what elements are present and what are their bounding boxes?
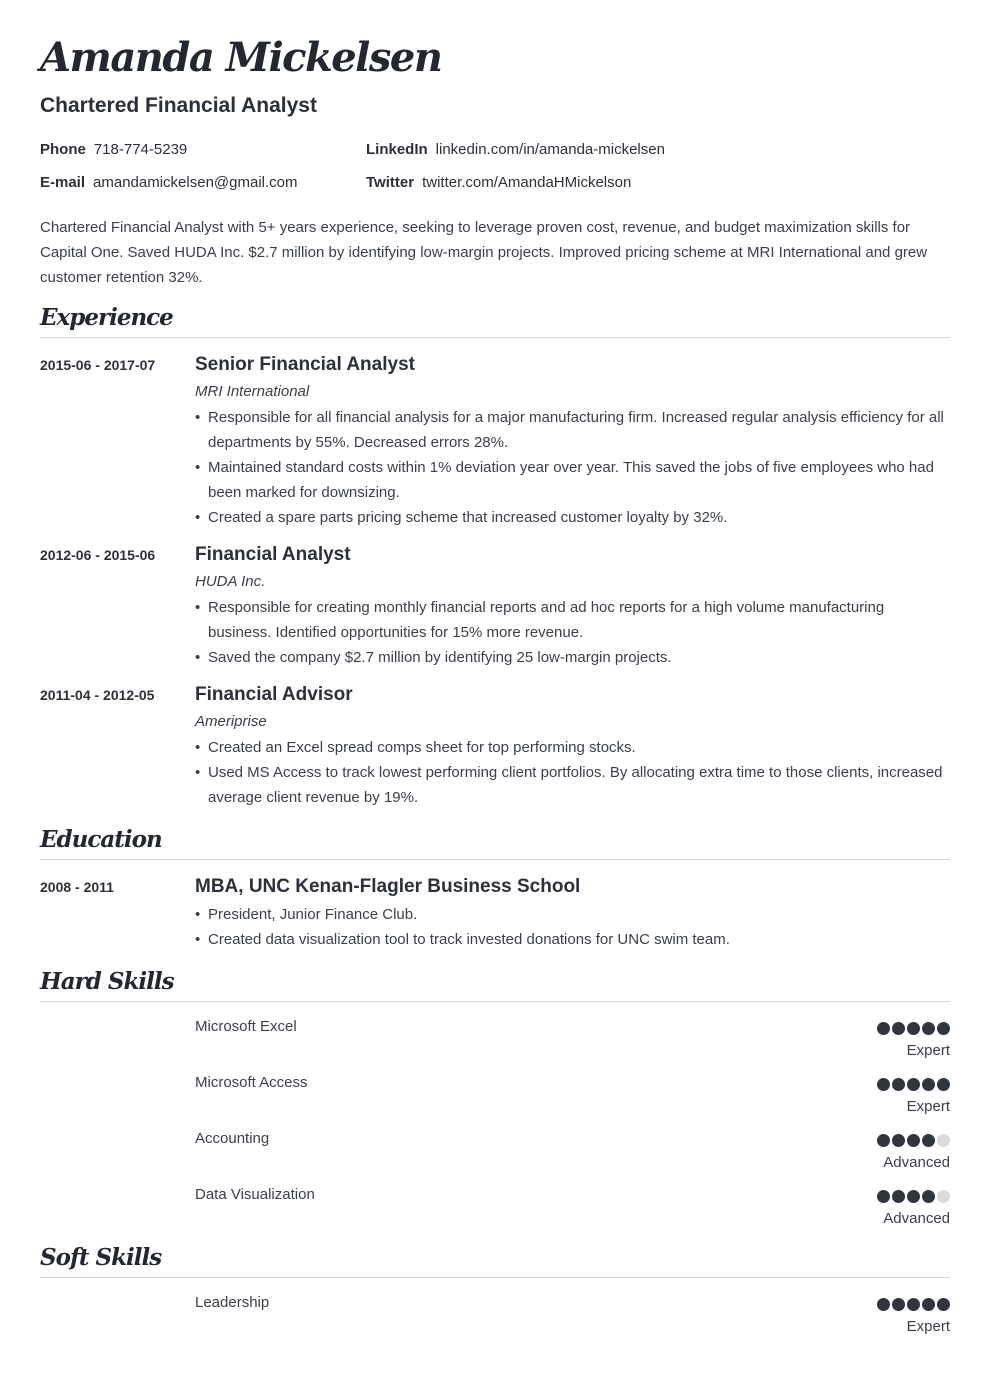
skill-level: Expert: [906, 1098, 950, 1115]
skill-name: Microsoft Access: [195, 1074, 308, 1091]
experience-role: Financial Analyst: [195, 544, 351, 565]
rating-dot-empty: [937, 1134, 950, 1147]
skill-rating: [877, 1022, 950, 1035]
rating-dot-filled: [907, 1190, 920, 1203]
skill-row: [195, 1074, 950, 1124]
hard-skills-heading-text: Hard Skills: [40, 968, 174, 995]
bullet-item: • Used MS Access to track lowest performing client portfolios. By allocating extra time to those clients, increased average client revenue by 19%.: [195, 760, 950, 810]
skill-row: [195, 1018, 950, 1068]
professional-summary: Chartered Financial Analyst with 5+ years experience, seeking to leverage proven cost, revenue, and budget maximization skills for Capital One. Saved HUDA Inc. $2.7 million by identifying low-margin projects. Improved pricing scheme at MRI International and grew customer retention 32%.: [40, 219, 928, 286]
rating-dot-filled: [892, 1022, 905, 1035]
candidate-title: Chartered Financial Analyst: [40, 94, 317, 117]
rating-dot-filled: [877, 1022, 890, 1035]
rating-dot-filled: [877, 1134, 890, 1147]
experience-company: HUDA Inc.: [195, 573, 266, 590]
skill-name: Microsoft Excel: [195, 1018, 297, 1035]
phone-value: 718-774-5239: [93, 141, 188, 158]
linkedin-label: LinkedIn: [366, 141, 428, 158]
twitter-label: Twitter: [366, 174, 415, 191]
rating-dot-filled: [892, 1190, 905, 1203]
linkedin-value: linkedin.com/in/amanda-mickelsen: [435, 141, 665, 158]
education-degree: MBA, UNC Kenan-Flagler Business School: [195, 876, 581, 897]
skill-row: [195, 1130, 950, 1180]
education-section-heading: [40, 826, 950, 860]
bullet-item: • President, Junior Finance Club.: [195, 902, 950, 927]
skill-rating: [877, 1190, 950, 1203]
phone-label: Phone: [40, 141, 86, 158]
experience-role: Financial Advisor: [195, 684, 353, 705]
rating-dot-filled: [922, 1022, 935, 1035]
contact-twitter: [366, 174, 631, 191]
contact-linkedin: [366, 141, 665, 158]
skill-level: Advanced: [883, 1210, 950, 1227]
experience-company: Ameriprise: [195, 713, 267, 730]
skill-row: [195, 1294, 950, 1344]
rating-dot-filled: [907, 1078, 920, 1091]
soft-skills-section-heading: [40, 1244, 950, 1278]
skill-name: Data Visualization: [195, 1186, 315, 1203]
experience-dates: 2012-06 - 2015-06: [40, 547, 156, 563]
skill-level: Expert: [906, 1318, 950, 1335]
skill-name: Accounting: [195, 1130, 270, 1147]
skill-rating: [877, 1134, 950, 1147]
rating-dot-filled: [922, 1134, 935, 1147]
rating-dot-filled: [907, 1134, 920, 1147]
skill-level: Advanced: [883, 1154, 950, 1171]
experience-role: Senior Financial Analyst: [195, 354, 415, 375]
experience-company: MRI International: [195, 383, 310, 400]
contact-email: [40, 174, 298, 191]
rating-dot-filled: [892, 1078, 905, 1091]
rating-dot-filled: [877, 1078, 890, 1091]
rating-dot-filled: [922, 1078, 935, 1091]
candidate-name: Amanda Mickelsen: [40, 34, 442, 81]
bullet-item: • Created a spare parts pricing scheme that increased customer loyalty by 32%.: [195, 505, 950, 530]
rating-dot-filled: [937, 1078, 950, 1091]
skill-rating: [877, 1078, 950, 1091]
rating-dot-filled: [877, 1298, 890, 1311]
bullet-item: • Responsible for all financial analysis for a major manufacturing firm. Increased regular analysis efficiency for all departments by 55%. Decreased errors 28%.: [195, 405, 950, 455]
experience-section-heading: [40, 304, 950, 338]
experience-dates: 2011-04 - 2012-05: [40, 687, 155, 703]
soft-skills-heading-text: Soft Skills: [40, 1244, 162, 1271]
bullet-item: • Saved the company $2.7 million by identifying 25 low-margin projects.: [195, 645, 950, 670]
experience-bullets: [195, 405, 950, 530]
skill-row: [195, 1186, 950, 1236]
experience-heading-text: Experience: [40, 304, 173, 331]
experience-bullets: [195, 595, 950, 670]
bullet-item: • Created data visualization tool to track invested donations for UNC swim team.: [195, 927, 950, 952]
email-value: amandamickelsen@gmail.com: [93, 174, 298, 191]
rating-dot-filled: [877, 1190, 890, 1203]
skill-name: Leadership: [195, 1294, 270, 1311]
rating-dot-filled: [922, 1298, 935, 1311]
rating-dot-filled: [937, 1298, 950, 1311]
contact-phone: [40, 141, 187, 158]
rating-dot-filled: [892, 1134, 905, 1147]
email-label: E-mail: [40, 174, 86, 191]
education-dates: 2008 - 2011: [40, 879, 114, 895]
hard-skills-section-heading: [40, 968, 950, 1002]
experience-bullets: [195, 735, 950, 810]
skill-level: Expert: [906, 1042, 950, 1059]
bullet-item: • Created an Excel spread comps sheet for top performing stocks.: [195, 735, 950, 760]
rating-dot-filled: [922, 1190, 935, 1203]
twitter-value: twitter.com/AmandaHMickelson: [422, 174, 632, 191]
rating-dot-empty: [937, 1190, 950, 1203]
experience-dates: 2015-06 - 2017-07: [40, 357, 156, 373]
bullet-item: • Responsible for creating monthly financial reports and ad hoc reports for a high volume manufacturing business. Identified opportunities for 15% more revenue.: [195, 595, 950, 645]
rating-dot-filled: [907, 1298, 920, 1311]
rating-dot-filled: [907, 1022, 920, 1035]
education-heading-text: Education: [40, 826, 162, 853]
education-bullets: [195, 902, 950, 952]
rating-dot-filled: [937, 1022, 950, 1035]
skill-rating: [877, 1298, 950, 1311]
rating-dot-filled: [892, 1298, 905, 1311]
bullet-item: • Maintained standard costs within 1% deviation year over year. This saved the jobs of five employees who had been marked for downsizing.: [195, 455, 950, 505]
